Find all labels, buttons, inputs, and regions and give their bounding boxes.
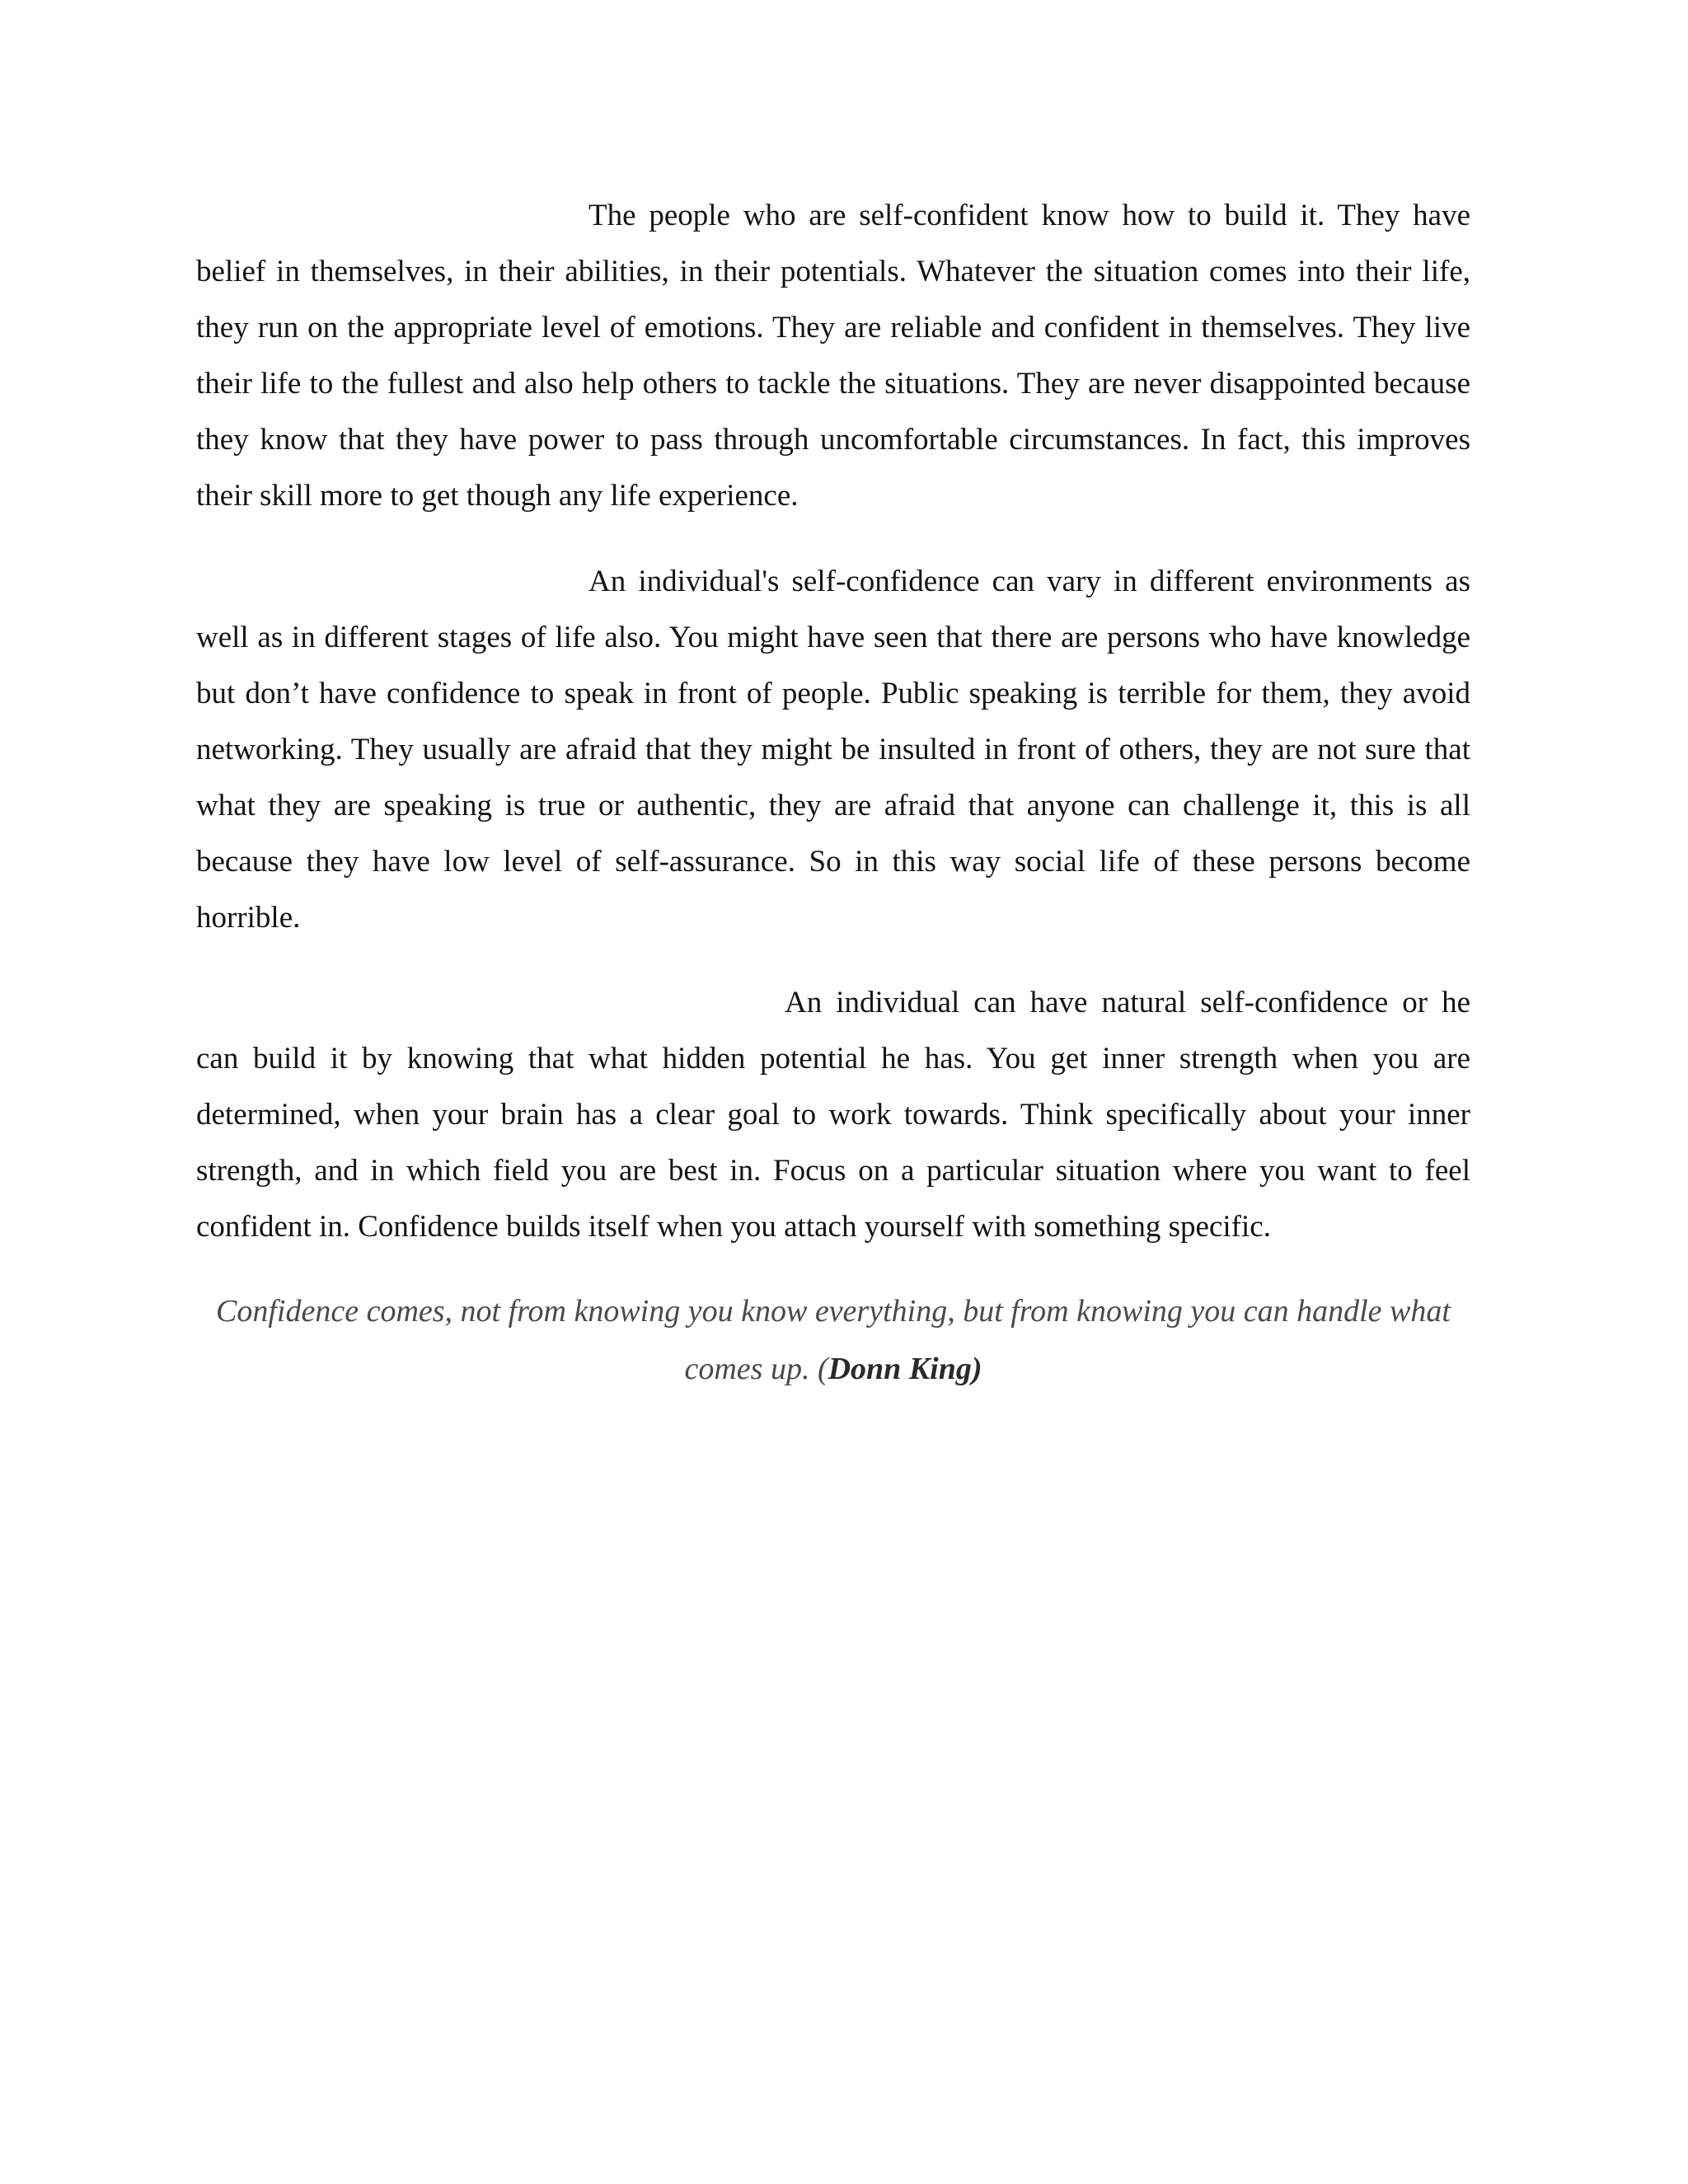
quote-author: Donn King) — [828, 1352, 982, 1386]
paragraph-2: An individual's self-confidence can vary in different environments as well as in different stages of life also. You might have seen that there are persons who have knowledge but don’t have confidence to speak in front of people. Public speaking is terrible for them, they avoid networking. They usually are afraid that they might be insulted in front of others, they are not sure that what they are speaking is true or authentic, they are afraid that anyone can challenge it, this is all because they have low level of self-assurance. So in this way social life of these persons become horrible. — [196, 565, 1470, 935]
quote-text: Confidence comes, not from knowing you know everything, but from knowing you can handle what comes up. ( — [216, 1294, 1451, 1386]
paragraph-3: An individual can have natural self-confidence or he can build it by knowing that what hidden potential he has. You get inner strength when you are determined, when your brain has a clear goal to work towards. Think specifically about your inner strength, and in which field you are best in. Focus on a particular situation where you want to feel confident in. Confidence builds itself when you attach yourself with something specific. — [196, 986, 1470, 1244]
quote — [196, 1282, 1470, 1398]
paragraph-1: The people who are self-confident know how to build it. They have belief in themselves, in their abilities, in their potentials. Whatever the situation comes into their life, they run on the appropriate level of emotions. They are reliable and confident in themselves. They live their life to the fullest and also help others to tackle the situations. They are never disappointed because they know that they have power to pass through uncomfortable circumstances. In fact, this improves their skill more to get though any life experience. — [196, 199, 1470, 513]
